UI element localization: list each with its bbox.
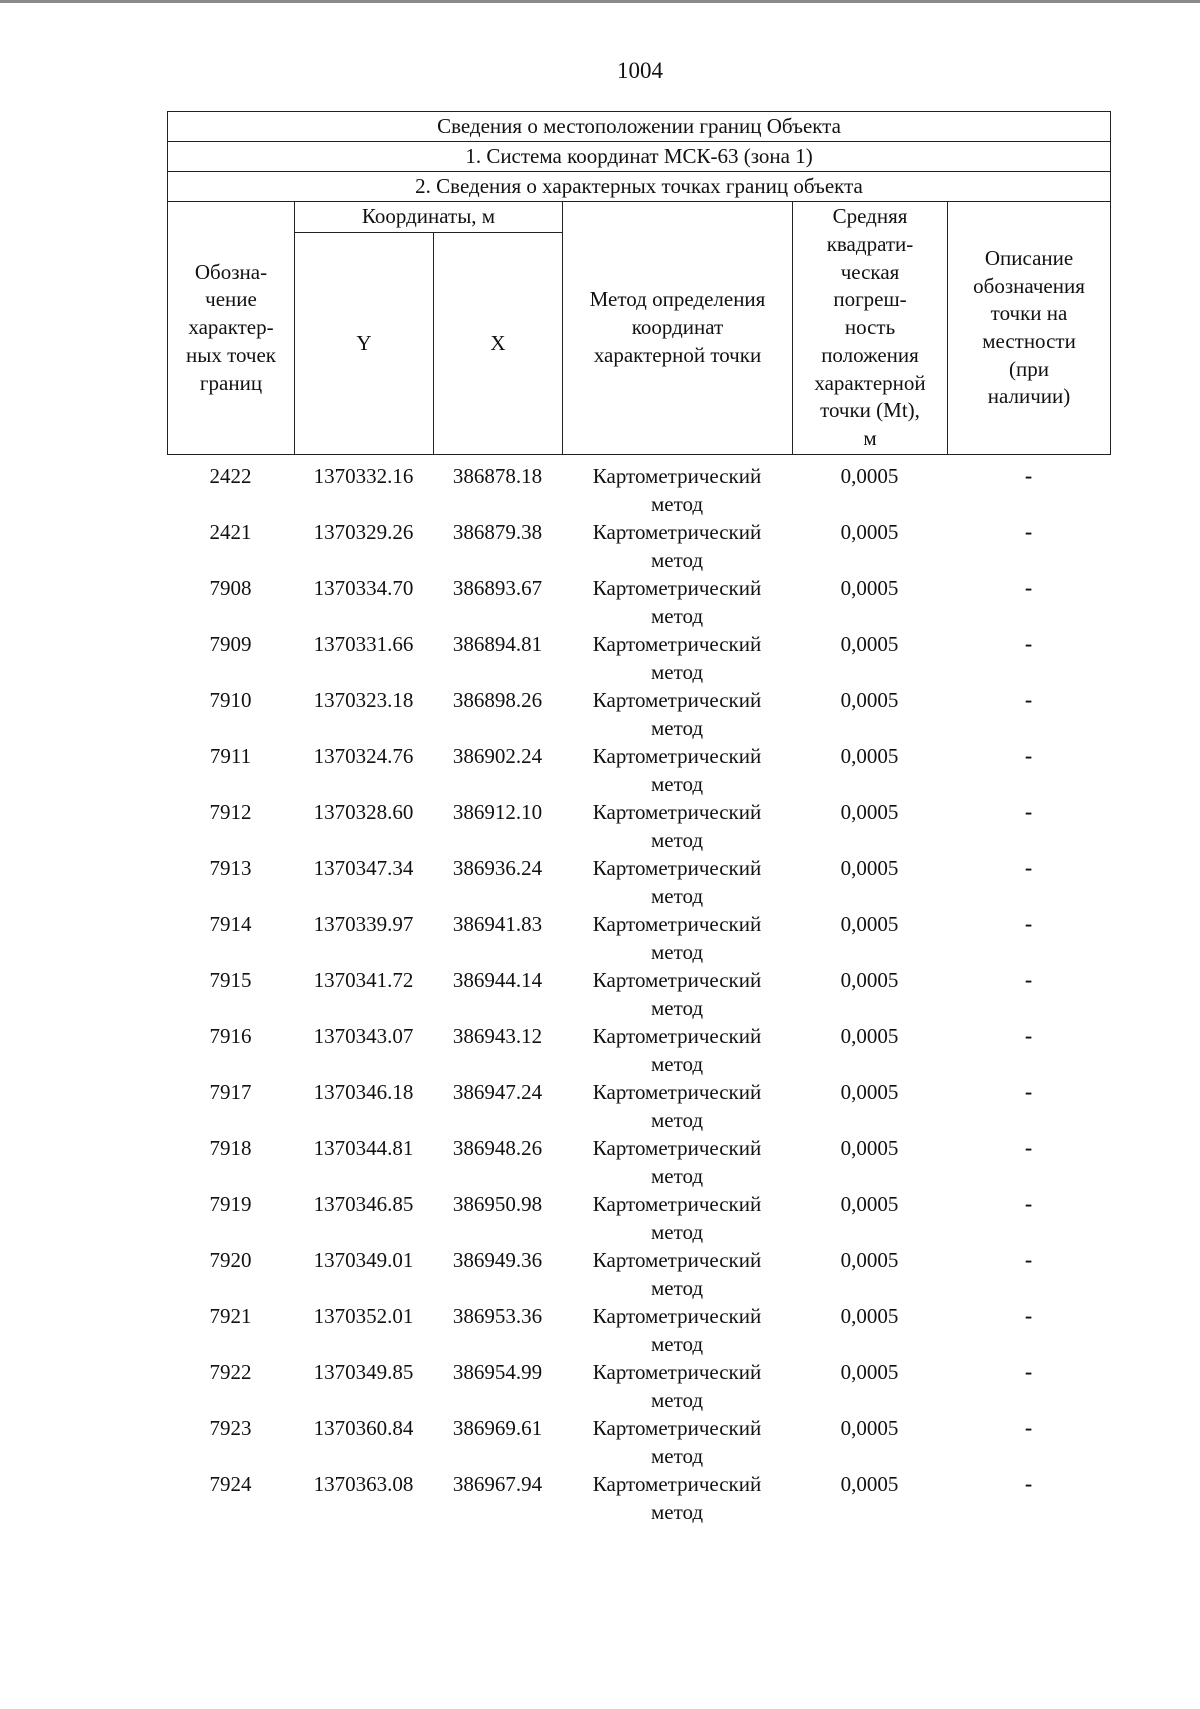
cell-error: 0,0005: [840, 1416, 899, 1440]
cell-x: 386950.98: [452, 1192, 543, 1216]
cell-y: 1370344.81: [313, 1136, 414, 1160]
cell-error: 0,0005: [840, 1304, 899, 1328]
cell-description: -: [1024, 575, 1033, 600]
cell-method: Картометрический метод: [592, 1248, 762, 1300]
cell-point: 2421: [209, 520, 252, 544]
cell-error: 0,0005: [840, 1248, 899, 1272]
cell-method: Картометрический метод: [592, 1136, 762, 1188]
points-table-body: [167, 462, 1110, 1526]
points-section-title: 2. Сведения о характерных точках границ объекта: [168, 172, 1111, 202]
cell-y: 1370352.01: [313, 1304, 414, 1328]
cell-y: 1370346.85: [313, 1192, 414, 1216]
cell-error: 0,0005: [840, 576, 899, 600]
cell-description: -: [1024, 743, 1033, 768]
cell-method: Картометрический метод: [592, 688, 762, 740]
cell-description: -: [1024, 519, 1033, 544]
cell-point: 7916: [209, 1024, 252, 1048]
table-row: [167, 966, 1110, 1022]
table-row: [167, 1246, 1110, 1302]
cell-y: 1370341.72: [313, 968, 414, 992]
cell-error: 0,0005: [840, 968, 899, 992]
cell-x: 386894.81: [452, 632, 543, 656]
cell-method: Картометрический метод: [592, 1304, 762, 1356]
table-row: [167, 1190, 1110, 1246]
column-header-row: [168, 202, 1111, 233]
cell-description: -: [1024, 1247, 1033, 1272]
cell-point: 7922: [209, 1360, 252, 1384]
cell-y: 1370339.97: [313, 912, 414, 936]
cell-y: 1370334.70: [313, 576, 414, 600]
scan-edge: [0, 0, 1200, 3]
cell-point: 7911: [209, 744, 252, 768]
cell-point: 7910: [209, 688, 252, 712]
cell-error: 0,0005: [840, 1472, 899, 1496]
table-row: [167, 1134, 1110, 1190]
cell-x: 386941.83: [452, 912, 543, 936]
cell-point: 7914: [209, 912, 252, 936]
table-row: [167, 518, 1110, 574]
cell-point: 2422: [209, 464, 252, 488]
cell-x: 386947.24: [452, 1080, 543, 1104]
table-row: [167, 854, 1110, 910]
cell-method: Картометрический метод: [592, 1360, 762, 1412]
cell-description: -: [1024, 855, 1033, 880]
cell-description: -: [1024, 463, 1033, 488]
header-method: Метод определения координат характерной точки: [563, 202, 793, 455]
cell-method: Картометрический метод: [592, 632, 762, 684]
cell-x: 386949.36: [452, 1248, 543, 1272]
cell-y: 1370347.34: [313, 856, 414, 880]
cell-x: 386954.99: [452, 1360, 543, 1384]
cell-method: Картометрический метод: [592, 912, 762, 964]
cell-error: 0,0005: [840, 1192, 899, 1216]
cell-error: 0,0005: [840, 912, 899, 936]
points-table: [167, 462, 1110, 1526]
cell-y: 1370363.08: [313, 1472, 414, 1496]
cell-description: -: [1024, 799, 1033, 824]
cell-x: 386893.67: [452, 576, 543, 600]
cell-method: Картометрический метод: [592, 1080, 762, 1132]
cell-x: 386948.26: [452, 1136, 543, 1160]
cell-error: 0,0005: [840, 1080, 899, 1104]
cell-point: 7908: [209, 576, 252, 600]
table-row: [167, 574, 1110, 630]
table-row: [167, 742, 1110, 798]
cell-x: 386898.26: [452, 688, 543, 712]
header-x: X: [434, 233, 563, 455]
cell-method: Картометрический метод: [592, 744, 762, 796]
cell-x: 386953.36: [452, 1304, 543, 1328]
header-point-designation: Обозна- чение характер- ных точек границ: [168, 202, 295, 455]
cell-y: 1370324.76: [313, 744, 414, 768]
cell-description: -: [1024, 1471, 1033, 1496]
table-row: [167, 1078, 1110, 1134]
cell-point: 7924: [209, 1472, 252, 1496]
table-row: [167, 1022, 1110, 1078]
cell-point: 7909: [209, 632, 252, 656]
cell-description: -: [1024, 1079, 1033, 1104]
cell-point: 7915: [209, 968, 252, 992]
cell-method: Картометрический метод: [592, 1472, 762, 1524]
cell-method: Картометрический метод: [592, 1024, 762, 1076]
header-y: Y: [295, 233, 434, 455]
cell-y: 1370349.01: [313, 1248, 414, 1272]
cell-error: 0,0005: [840, 632, 899, 656]
cell-description: -: [1024, 631, 1033, 656]
cell-point: 7912: [209, 800, 252, 824]
table-row: [167, 1414, 1110, 1470]
cell-x: 386936.24: [452, 856, 543, 880]
cell-method: Картометрический метод: [592, 856, 762, 908]
cell-description: -: [1024, 1303, 1033, 1328]
cell-y: 1370346.18: [313, 1080, 414, 1104]
cell-description: -: [1024, 1023, 1033, 1048]
cell-method: Картометрический метод: [592, 800, 762, 852]
cell-error: 0,0005: [840, 744, 899, 768]
cell-point: 7921: [209, 1304, 252, 1328]
title-row-1: [168, 112, 1111, 142]
cell-error: 0,0005: [840, 520, 899, 544]
cell-x: 386969.61: [452, 1416, 543, 1440]
cell-method: Картометрический метод: [592, 1416, 762, 1468]
header-mean-square-error: Средняя квадрати- ческая погреш- ность положения характерной точки (Mt), м: [793, 202, 948, 455]
page-number: 1004: [617, 58, 663, 83]
cell-point: 7920: [209, 1248, 252, 1272]
cell-description: -: [1024, 687, 1033, 712]
table-title: Сведения о местоположении границ Объекта: [168, 112, 1111, 142]
cell-y: 1370328.60: [313, 800, 414, 824]
table-row: [167, 1470, 1110, 1526]
cell-x: 386944.14: [452, 968, 543, 992]
title-row-3: [168, 172, 1111, 202]
header-coordinates: Координаты, м: [295, 202, 563, 233]
header-table: [167, 111, 1111, 455]
cell-method: Картометрический метод: [592, 576, 762, 628]
header-description: Описание обозначения точки на местности (при наличии): [948, 202, 1111, 455]
cell-error: 0,0005: [840, 1360, 899, 1384]
cell-y: 1370349.85: [313, 1360, 414, 1384]
cell-method: Картометрический метод: [592, 968, 762, 1020]
cell-error: 0,0005: [840, 1024, 899, 1048]
cell-y: 1370329.26: [313, 520, 414, 544]
cell-y: 1370343.07: [313, 1024, 414, 1048]
coordinate-system-title: 1. Система координат МСК-63 (зона 1): [168, 142, 1111, 172]
table-row: [167, 630, 1110, 686]
cell-description: -: [1024, 1191, 1033, 1216]
cell-point: 7918: [209, 1136, 252, 1160]
cell-error: 0,0005: [840, 856, 899, 880]
cell-error: 0,0005: [840, 1136, 899, 1160]
cell-method: Картометрический метод: [592, 1192, 762, 1244]
table-row: [167, 462, 1110, 518]
title-row-2: [168, 142, 1111, 172]
cell-error: 0,0005: [840, 464, 899, 488]
cell-error: 0,0005: [840, 800, 899, 824]
cell-x: 386967.94: [452, 1472, 543, 1496]
cell-x: 386912.10: [452, 800, 543, 824]
cell-method: Картометрический метод: [592, 520, 762, 572]
cell-y: 1370332.16: [313, 464, 414, 488]
cell-x: 386879.38: [452, 520, 543, 544]
cell-description: -: [1024, 1359, 1033, 1384]
table-row: [167, 1302, 1110, 1358]
cell-description: -: [1024, 911, 1033, 936]
cell-point: 7919: [209, 1192, 252, 1216]
table-row: [167, 910, 1110, 966]
cell-y: 1370360.84: [313, 1416, 414, 1440]
cell-x: 386943.12: [452, 1024, 543, 1048]
table-row: [167, 1358, 1110, 1414]
cell-y: 1370331.66: [313, 632, 414, 656]
table-row: [167, 798, 1110, 854]
cell-x: 386902.24: [452, 744, 543, 768]
cell-description: -: [1024, 967, 1033, 992]
cell-x: 386878.18: [452, 464, 543, 488]
table-row: [167, 686, 1110, 742]
cell-point: 7923: [209, 1416, 252, 1440]
cell-description: -: [1024, 1135, 1033, 1160]
cell-description: -: [1024, 1415, 1033, 1440]
cell-error: 0,0005: [840, 688, 899, 712]
cell-method: Картометрический метод: [592, 464, 762, 516]
cell-y: 1370323.18: [313, 688, 414, 712]
cell-point: 7917: [209, 1080, 252, 1104]
cell-point: 7913: [209, 856, 252, 880]
